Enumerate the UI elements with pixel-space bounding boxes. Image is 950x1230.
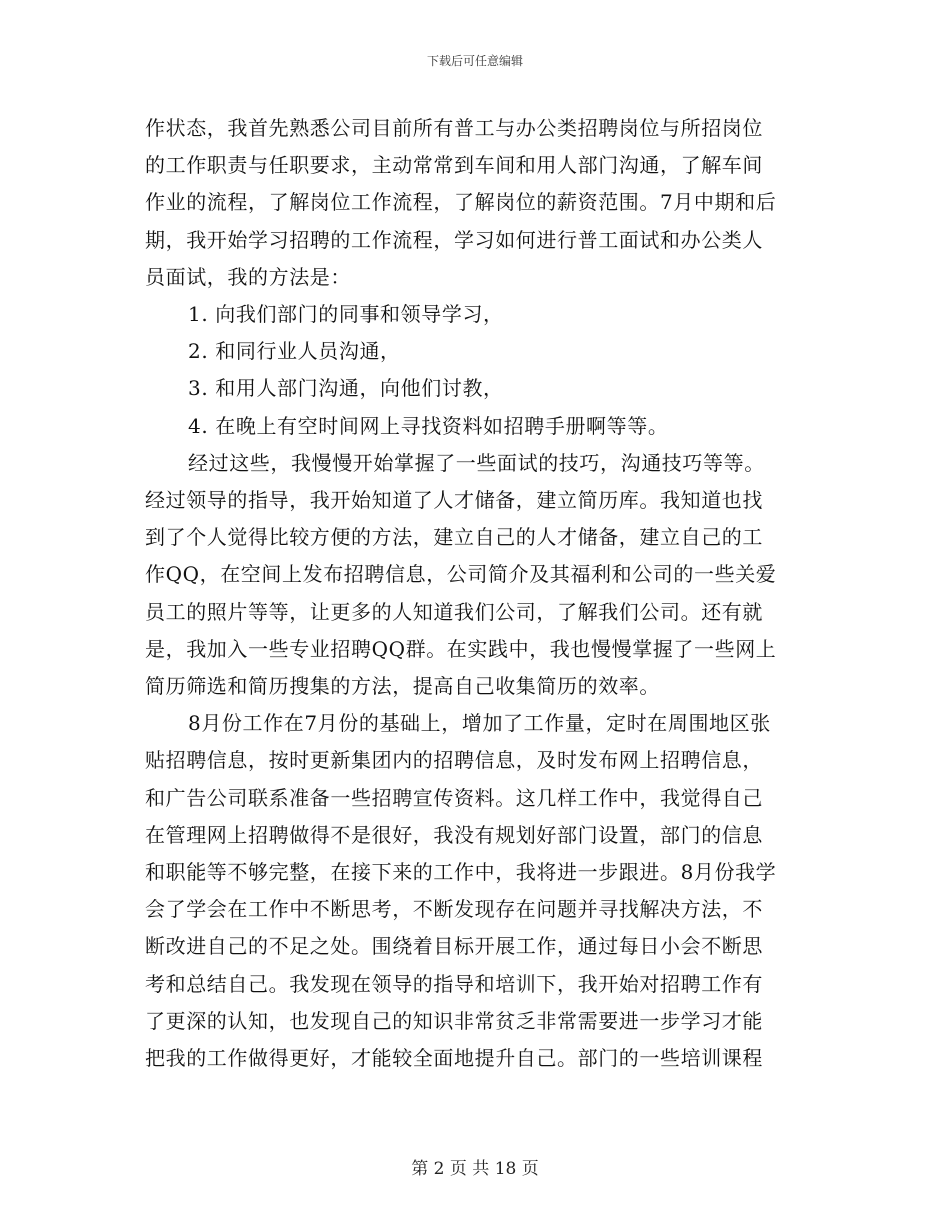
body-line: 到了个人觉得比较方便的方法，建立自己的人才储备，建立自己的工	[145, 525, 763, 550]
body-line: 是，我加入一些专业招聘QQ群。在实践中，我也慢慢掌握了一些网上	[145, 636, 777, 661]
paragraph-first-line: 经过这些，我慢慢开始掌握了一些面试的技巧，沟通技巧等等。	[188, 450, 765, 475]
list-item: 3. 和用人部门沟通，向他们讨教，	[188, 376, 504, 401]
list-item: 4. 在晚上有空时间网上寻找资料如招聘手册啊等等。	[188, 413, 669, 438]
body-line: 作状态，我首先熟悉公司目前所有普工与办公类招聘岗位与所招岗位	[145, 116, 763, 140]
body-line: 和职能等不够完整，在接下来的工作中，我将进一步跟进。8月份我学	[145, 860, 777, 885]
body-line: 在管理网上招聘做得不是很好，我没有规划好部门设置，部门的信息	[145, 822, 763, 847]
list-item: 2. 和同行业人员沟通，	[188, 339, 401, 364]
page-number-footer: 第 2 页 共 18 页	[411, 1159, 539, 1179]
body-line: 的工作职责与任职要求，主动常常到车间和用人部门沟通，了解车间	[145, 153, 763, 178]
body-line: 了更深的认知，也发现自己的知识非常贫乏非常需要进一步学习才能	[145, 1008, 763, 1033]
list-item: 1. 向我们部门的同事和领导学习，	[188, 302, 504, 327]
body-line: 断改进自己的不足之处。围绕着目标开展工作，通过每日小会不断思	[145, 934, 763, 959]
body-line: 和广告公司联系准备一些招聘宣传资料。这几样工作中，我觉得自己	[145, 785, 763, 810]
body-line: 贴招聘信息，按时更新集团内的招聘信息，及时发布网上招聘信息，	[145, 748, 763, 773]
paragraph-first-line: 8月份工作在7月份的基础上，增加了工作量，定时在周围地区张	[188, 711, 771, 736]
body-line: 期，我开始学习招聘的工作流程，学习如何进行普工面试和办公类人	[145, 227, 763, 252]
body-line: 作QQ，在空间上发布招聘信息，公司简介及其福利和公司的一些关爱	[145, 562, 777, 587]
body-line: 员面试，我的方法是：	[145, 264, 351, 289]
body-line: 经过领导的指导，我开始知道了人才储备，建立简历库。我知道也找	[145, 488, 763, 513]
body-line: 考和总结自己。我发现在领导的指导和培训下，我开始对招聘工作有	[145, 971, 763, 996]
body-line: 员工的照片等等，让更多的人知道我们公司，了解我们公司。还有就	[145, 599, 763, 624]
page-header: 下载后可任意编辑	[426, 54, 523, 68]
document-body	[145, 110, 807, 1077]
body-line: 简历筛选和简历搜集的方法，提高自己收集简历的效率。	[145, 674, 660, 699]
body-line: 把我的工作做得更好，才能较全面地提升自己。部门的一些培训课程	[145, 1046, 763, 1071]
body-line: 作业的流程，了解岗位工作流程，了解岗位的薪资范围。7月中期和后	[145, 190, 777, 215]
body-line: 会了学会在工作中不断思考，不断发现存在问题并寻找解决方法，不	[145, 897, 763, 922]
